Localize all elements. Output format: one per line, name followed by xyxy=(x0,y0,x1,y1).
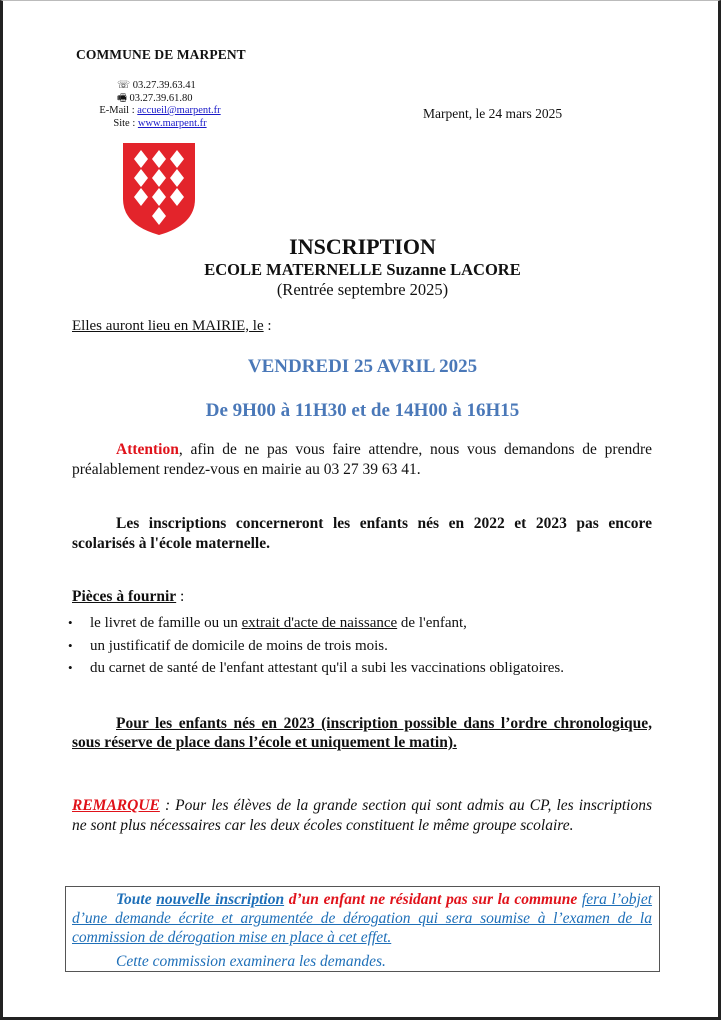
site-label: Site : xyxy=(113,117,138,129)
pieces-suffix: : xyxy=(176,588,185,605)
schedule-intro-text: Elles auront lieu en MAIRIE, le xyxy=(72,318,264,334)
notice-last-text: Cette commission examinera les demandes. xyxy=(116,953,386,970)
concern-text: Les inscriptions concerneront les enfants nés en 2022 et 2023 pas encore scolarisés à l'école maternelle. xyxy=(72,515,652,552)
notice-toute: Toute xyxy=(116,891,157,908)
email-link[interactable]: accueil@marpent.fr xyxy=(137,105,221,116)
schedule-intro-suffix: : xyxy=(263,318,272,334)
item-text-after: de l'enfant, xyxy=(397,615,467,631)
letter-date: Marpent, le 24 mars 2025 xyxy=(423,106,563,121)
page-title: INSCRIPTION xyxy=(289,234,436,259)
phone-icon: ☏ xyxy=(117,80,133,91)
remarque-paragraph xyxy=(72,796,652,835)
item-text: un justificatif de domicile de moins de trois mois. xyxy=(90,637,388,654)
registration-day: VENDREDI 25 AVRIL 2025 xyxy=(247,356,478,377)
contact-block xyxy=(80,80,240,130)
pieces-label: Pièces à fournir xyxy=(72,588,177,605)
item-underlined: extrait d'acte de naissance xyxy=(241,615,398,631)
remarque-text: : Pour les élèves de la grande section qui sont admis au CP, les inscriptions ne sont plus nécessaires car les deux écoles constituent le même groupe scolaire. xyxy=(72,797,652,834)
site-link[interactable]: www.marpent.fr xyxy=(137,117,207,129)
registration-hours: De 9H00 à 11H30 et de 14H00 à 16H15 xyxy=(205,400,520,421)
attention-text: , afin de ne pas vous faire attendre, nous vous demandons de prendre préalablement rendez-vous en mairie au 03 27 39 63 41. xyxy=(72,441,652,478)
notice-text xyxy=(72,890,652,947)
phone-number: 03.27.39.63.41 xyxy=(132,80,196,91)
notice-rest: fera l’objet d’une demande écrite et argumentée de dérogation qui sera soumise à l’examen de la commission de dérogation mise en place à cet effet. xyxy=(72,891,653,946)
pour-2023-paragraph xyxy=(72,714,652,752)
schedule-intro xyxy=(72,318,272,335)
attention-keyword: Attention xyxy=(116,441,179,458)
school-name: ECOLE MATERNELLE Suzanne LACORE xyxy=(204,260,521,279)
fax-number: 03.27.39.61.80 xyxy=(129,92,193,104)
pieces-list xyxy=(66,612,564,680)
notice-red: d’un enfant ne résidant pas sur la commune xyxy=(284,891,578,908)
fax-icon: 🖷 xyxy=(117,92,130,104)
phone-row xyxy=(80,80,240,93)
item-text: le livret de famille ou un xyxy=(90,615,242,631)
concern-paragraph xyxy=(72,514,652,554)
rentree-label: (Rentrée septembre 2025) xyxy=(276,280,449,299)
notice-last xyxy=(72,953,386,971)
list-item xyxy=(66,657,564,680)
pour-2023-text: Pour les enfants nés en 2023 (inscription possible dans l’ordre chronologique, sous réserve de place dans l’école et uniquement le matin). xyxy=(72,715,652,751)
email-row xyxy=(80,105,240,118)
site-row xyxy=(80,118,240,131)
email-label: E-Mail : xyxy=(99,105,138,116)
commune-name: COMMUNE DE MARPENT xyxy=(76,47,246,62)
fax-row xyxy=(80,93,240,106)
pieces-heading xyxy=(72,588,184,606)
notice-nouvelle: nouvelle inscription xyxy=(156,891,285,908)
attention-paragraph xyxy=(72,440,652,480)
remarque-tag: REMARQUE xyxy=(72,797,160,814)
item-text: du carnet de santé de l'enfant attestant qu'il a subi les vaccinations obligatoires. xyxy=(90,660,565,676)
coat-of-arms-icon xyxy=(123,143,195,235)
list-item xyxy=(66,612,564,635)
list-item xyxy=(66,635,564,658)
